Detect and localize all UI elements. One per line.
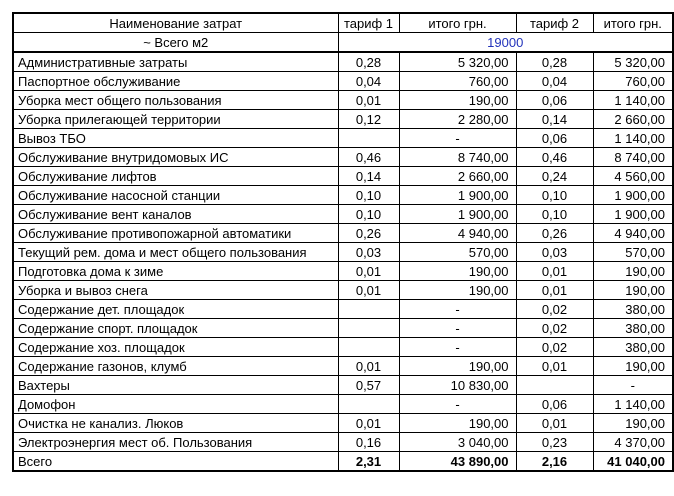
table-row	[13, 167, 673, 186]
cost-name-cell[interactable]: Обслуживание лифтов	[13, 167, 338, 186]
table-row	[13, 262, 673, 281]
tariff2-cell[interactable]: 0,04	[516, 72, 593, 91]
tariff2-cell[interactable]: 0,03	[516, 243, 593, 262]
tariff1-cell[interactable]: 0,26	[338, 224, 399, 243]
total2-cell[interactable]: 1 140,00	[593, 91, 673, 110]
header-tariff2[interactable]: тариф 2	[516, 13, 593, 33]
cost-name-cell[interactable]: Обслуживание насосной станции	[13, 186, 338, 205]
total1-cell[interactable]: 2 660,00	[399, 167, 516, 186]
total1-cell[interactable]: 3 040,00	[399, 433, 516, 452]
tariff1-cell[interactable]: 0,57	[338, 376, 399, 395]
total2-cell[interactable]: -	[593, 376, 673, 395]
cost-name-cell[interactable]: Подготовка дома к зиме	[13, 262, 338, 281]
cost-name-cell[interactable]: Уборка прилегающей территории	[13, 110, 338, 129]
total1-cell[interactable]: 190,00	[399, 281, 516, 300]
total1-cell[interactable]: -	[399, 129, 516, 148]
total1-cell[interactable]: 760,00	[399, 72, 516, 91]
total2-cell[interactable]: 190,00	[593, 414, 673, 433]
tariff2-cell[interactable]: 0,06	[516, 129, 593, 148]
total2-cell[interactable]: 8 740,00	[593, 148, 673, 167]
tariff2-cell[interactable]: 0,02	[516, 338, 593, 357]
header-total1[interactable]: итого грн.	[399, 13, 516, 33]
tariff1-cell[interactable]: 0,16	[338, 433, 399, 452]
tariff1-cell[interactable]: 0,12	[338, 110, 399, 129]
tariff2-cell[interactable]: 0,02	[516, 300, 593, 319]
tariff1-cell[interactable]: 0,01	[338, 414, 399, 433]
table-row	[13, 300, 673, 319]
cost-name-cell[interactable]: Обслуживание внутридомовых ИС	[13, 148, 338, 167]
area-total-label[interactable]: ~ Всего м2	[13, 33, 338, 53]
total1-cell[interactable]: 190,00	[399, 91, 516, 110]
total-sum2-cell[interactable]: 41 040,00	[593, 452, 673, 472]
cost-name-cell[interactable]: Обслуживание противопожарной автоматики	[13, 224, 338, 243]
cost-name-cell[interactable]: Содержание дет. площадок	[13, 300, 338, 319]
total1-cell[interactable]: 5 320,00	[399, 52, 516, 72]
total2-cell[interactable]: 5 320,00	[593, 52, 673, 72]
table-row	[13, 395, 673, 414]
total1-cell[interactable]: -	[399, 338, 516, 357]
table-row	[13, 72, 673, 91]
total1-cell[interactable]: 2 280,00	[399, 110, 516, 129]
cost-name-cell[interactable]: Вахтеры	[13, 376, 338, 395]
cost-name-cell[interactable]: Уборка мест общего пользования	[13, 91, 338, 110]
table-row	[13, 52, 673, 72]
total1-cell[interactable]: 190,00	[399, 414, 516, 433]
table-row	[13, 148, 673, 167]
area-row	[13, 33, 673, 53]
tariff2-cell[interactable]: 0,10	[516, 205, 593, 224]
total2-cell[interactable]: 760,00	[593, 72, 673, 91]
tariff2-cell[interactable]: 0,14	[516, 110, 593, 129]
tariff2-cell[interactable]: 0,01	[516, 357, 593, 376]
total2-cell[interactable]: 380,00	[593, 300, 673, 319]
total1-cell[interactable]: 190,00	[399, 357, 516, 376]
total1-cell[interactable]: 570,00	[399, 243, 516, 262]
total2-cell[interactable]: 190,00	[593, 281, 673, 300]
table-row	[13, 414, 673, 433]
cost-name-cell[interactable]: Паспортное обслуживание	[13, 72, 338, 91]
tariff1-cell[interactable]: 0,10	[338, 205, 399, 224]
total-tariff1-cell[interactable]: 2,31	[338, 452, 399, 472]
tariff2-cell[interactable]: 0,23	[516, 433, 593, 452]
tariff1-cell[interactable]	[338, 319, 399, 338]
cost-name-cell[interactable]: Очистка не канализ. Люков	[13, 414, 338, 433]
table-row	[13, 110, 673, 129]
cost-name-cell[interactable]: Содержание газонов, клумб	[13, 357, 338, 376]
tariff1-cell[interactable]: 0,14	[338, 167, 399, 186]
tariff1-cell[interactable]	[338, 129, 399, 148]
tariff1-cell[interactable]: 0,04	[338, 72, 399, 91]
total2-cell[interactable]: 1 140,00	[593, 129, 673, 148]
tariff1-cell[interactable]	[338, 395, 399, 414]
table-row	[13, 376, 673, 395]
table-row	[13, 281, 673, 300]
tariff2-cell[interactable]: 0,06	[516, 91, 593, 110]
cost-name-cell[interactable]: Уборка и вывоз снега	[13, 281, 338, 300]
cost-name-cell[interactable]: Вывоз ТБО	[13, 129, 338, 148]
total2-cell[interactable]: 380,00	[593, 319, 673, 338]
total2-cell[interactable]: 380,00	[593, 338, 673, 357]
table-body	[13, 52, 673, 452]
cost-name-cell[interactable]: Электроэнергия мест об. Пользования	[13, 433, 338, 452]
header-row	[13, 13, 673, 33]
tariff2-cell[interactable]: 0,01	[516, 262, 593, 281]
total1-cell[interactable]: -	[399, 319, 516, 338]
total2-cell[interactable]: 190,00	[593, 262, 673, 281]
total2-cell[interactable]: 1 900,00	[593, 186, 673, 205]
total2-cell[interactable]: 4 560,00	[593, 167, 673, 186]
tariff1-cell[interactable]: 0,01	[338, 281, 399, 300]
total2-cell[interactable]: 1 140,00	[593, 395, 673, 414]
table-row	[13, 243, 673, 262]
tariff2-cell[interactable]: 0,06	[516, 395, 593, 414]
total1-cell[interactable]: -	[399, 300, 516, 319]
total1-cell[interactable]: 8 740,00	[399, 148, 516, 167]
tariff1-cell[interactable]: 0,01	[338, 91, 399, 110]
table-row	[13, 338, 673, 357]
table-row	[13, 224, 673, 243]
total2-cell[interactable]: 2 660,00	[593, 110, 673, 129]
total2-cell[interactable]: 4 370,00	[593, 433, 673, 452]
total1-cell[interactable]: 4 940,00	[399, 224, 516, 243]
table-row	[13, 357, 673, 376]
tariff2-cell[interactable]: 0,01	[516, 281, 593, 300]
tariff1-cell[interactable]: 0,03	[338, 243, 399, 262]
tariff2-cell[interactable]: 0,26	[516, 224, 593, 243]
area-total-value[interactable]: 19000	[338, 33, 673, 53]
total2-cell[interactable]: 570,00	[593, 243, 673, 262]
cost-name-cell[interactable]: Текущий рем. дома и мест общего пользования	[13, 243, 338, 262]
tariff2-cell[interactable]: 0,46	[516, 148, 593, 167]
cost-name-cell[interactable]: Административные затраты	[13, 52, 338, 72]
tariff2-cell[interactable]: 0,02	[516, 319, 593, 338]
tariff1-cell[interactable]: 0,10	[338, 186, 399, 205]
header-tariff1[interactable]: тариф 1	[338, 13, 399, 33]
table-row	[13, 91, 673, 110]
tariff2-cell[interactable]: 0,10	[516, 186, 593, 205]
cost-table	[12, 12, 674, 472]
table-row	[13, 129, 673, 148]
total1-cell[interactable]: 1 900,00	[399, 205, 516, 224]
cost-name-cell[interactable]: Обслуживание вент каналов	[13, 205, 338, 224]
total1-cell[interactable]: 190,00	[399, 262, 516, 281]
total-row	[13, 452, 673, 472]
tariff2-cell[interactable]	[516, 376, 593, 395]
total1-cell[interactable]: -	[399, 395, 516, 414]
tariff2-cell[interactable]: 0,28	[516, 52, 593, 72]
total2-cell[interactable]: 4 940,00	[593, 224, 673, 243]
tariff1-cell[interactable]: 0,01	[338, 262, 399, 281]
tariff1-cell[interactable]: 0,28	[338, 52, 399, 72]
total-sum1-cell[interactable]: 43 890,00	[399, 452, 516, 472]
header-total2[interactable]: итого грн.	[593, 13, 673, 33]
total2-cell[interactable]: 1 900,00	[593, 205, 673, 224]
tariff1-cell[interactable]: 0,01	[338, 357, 399, 376]
table-row	[13, 433, 673, 452]
header-cost-name[interactable]: Наименование затрат	[13, 13, 338, 33]
table-row	[13, 205, 673, 224]
tariff2-cell[interactable]: 0,24	[516, 167, 593, 186]
spreadsheet-area	[12, 12, 674, 472]
tariff1-cell[interactable]	[338, 300, 399, 319]
cost-name-cell[interactable]: Домофон	[13, 395, 338, 414]
total1-cell[interactable]: 10 830,00	[399, 376, 516, 395]
tariff1-cell[interactable]: 0,46	[338, 148, 399, 167]
total-label-cell[interactable]: Всего	[13, 452, 338, 472]
total-tariff2-cell[interactable]: 2,16	[516, 452, 593, 472]
table-row	[13, 319, 673, 338]
cost-name-cell[interactable]: Содержание хоз. площадок	[13, 338, 338, 357]
total2-cell[interactable]: 190,00	[593, 357, 673, 376]
cost-name-cell[interactable]: Содержание спорт. площадок	[13, 319, 338, 338]
tariff1-cell[interactable]	[338, 338, 399, 357]
tariff2-cell[interactable]: 0,01	[516, 414, 593, 433]
total1-cell[interactable]: 1 900,00	[399, 186, 516, 205]
table-row	[13, 186, 673, 205]
